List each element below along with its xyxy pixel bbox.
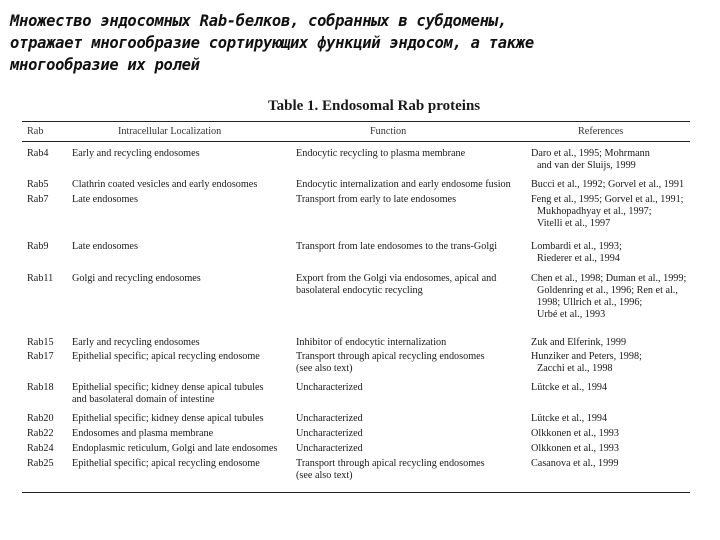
cell-line: Late endosomes <box>72 194 138 205</box>
heading-line: многообразие их ролей <box>10 56 200 74</box>
cell-line: Chen et al., 1998; Duman et al., 1999; <box>531 273 687 284</box>
column-header-rab: Rab <box>27 126 44 137</box>
cell-rab: Rab9 <box>27 241 49 252</box>
cell-line: and basolateral domain of intestine <box>72 394 215 405</box>
cell-localization <box>72 337 200 349</box>
cell-function <box>296 241 497 253</box>
cell-references <box>531 337 626 349</box>
cell-function <box>296 443 363 455</box>
cell-rab: Rab18 <box>27 382 54 393</box>
cell-line: Casanova et al., 1999 <box>531 458 619 469</box>
cell-references <box>531 428 619 440</box>
cell-line: (see also text) <box>296 470 353 481</box>
cell-function <box>296 428 363 440</box>
cell-localization <box>72 194 138 206</box>
cell-function <box>296 382 363 394</box>
cell-line: and van der Sluijs, 1999 <box>537 160 636 171</box>
cell-line: Late endosomes <box>72 241 138 252</box>
cell-function <box>296 179 511 191</box>
cell-references <box>531 443 619 455</box>
cell-line: Epithelial specific; kidney dense apical tubules <box>72 382 264 393</box>
heading-line: Множество эндосомных Rab-белков, собранных в субдомены, <box>10 12 507 30</box>
cell-line: Daro et al., 1995; Mohrmann <box>531 148 650 159</box>
cell-line: Lombardi et al., 1993; <box>531 241 622 252</box>
cell-line: Epithelial specific; apical recycling endosome <box>72 458 260 469</box>
cell-line: Uncharacterized <box>296 413 363 424</box>
cell-line: Early and recycling endosomes <box>72 337 200 348</box>
cell-line: Lütcke et al., 1994 <box>531 382 608 393</box>
cell-line: Endosomes and plasma membrane <box>72 428 214 439</box>
cell-line: Zacchi et al., 1998 <box>537 363 613 374</box>
cell-line: Vitelli et al., 1997 <box>537 218 611 229</box>
heading-line: отражает многообразие сортирующих функций эндосом, а также <box>10 34 534 52</box>
cell-line: Early and recycling endosomes <box>72 148 200 159</box>
table-bottom-rule <box>22 492 690 493</box>
cell-line: Mukhopadhyay et al., 1997; <box>537 206 652 217</box>
cell-line: Transport through apical recycling endosomes <box>296 458 485 469</box>
cell-line: Olkkonen et al., 1993 <box>531 428 619 439</box>
cell-line: Epithelial specific; kidney dense apical tubules <box>72 413 264 424</box>
cell-localization <box>72 443 277 455</box>
cell-line: Export from the Golgi via endosomes, apical and <box>296 273 497 284</box>
cell-rab: Rab25 <box>27 458 54 469</box>
table-title: Table 1. Endosomal Rab proteins <box>268 98 481 114</box>
cell-line: Uncharacterized <box>296 382 363 393</box>
cell-line: basolateral endocytic recycling <box>296 285 423 296</box>
table-header-rule <box>22 141 690 142</box>
cell-rab: Rab17 <box>27 351 54 362</box>
cell-localization <box>72 413 264 425</box>
cell-localization <box>72 458 260 470</box>
cell-references <box>531 413 607 425</box>
cell-line: Endocytic internalization and early endosome fusion <box>296 179 511 190</box>
cell-line: Hunziker and Peters, 1998; <box>531 351 642 362</box>
cell-line: Bucci et al., 1992; Gorvel et al., 1991 <box>531 179 685 190</box>
cell-line: Endocytic recycling to plasma membrane <box>296 148 466 159</box>
cell-function <box>296 194 456 206</box>
cell-localization <box>72 179 257 191</box>
cell-function <box>296 413 363 425</box>
cell-localization <box>72 351 260 363</box>
cell-rab: Rab5 <box>27 179 49 190</box>
cell-function <box>296 458 485 482</box>
cell-line: Epithelial specific; apical recycling endosome <box>72 351 260 362</box>
cell-line: Zuk and Elferink, 1999 <box>531 337 627 348</box>
cell-line: Uncharacterized <box>296 443 363 454</box>
cell-references <box>531 458 618 470</box>
cell-line: Golgi and recycling endosomes <box>72 273 201 284</box>
cell-rab: Rab20 <box>27 413 54 424</box>
cell-line: Urbé et al., 1993 <box>537 309 606 320</box>
cell-references <box>531 241 622 265</box>
cell-line: Feng et al., 1995; Gorvel et al., 1991; <box>531 194 684 205</box>
cell-line: Riederer et al., 1994 <box>537 253 620 264</box>
column-header-references: References <box>578 126 624 137</box>
cell-localization <box>72 273 201 285</box>
cell-line: Transport from late endosomes to the trans-Golgi <box>296 241 498 252</box>
cell-rab: Rab4 <box>27 148 49 159</box>
cell-line: Inhibitor of endocytic internalization <box>296 337 447 348</box>
cell-line: Goldenring et al., 1996; Ren et al., <box>537 285 678 296</box>
cell-rab: Rab24 <box>27 443 54 454</box>
table-top-rule <box>22 121 690 122</box>
cell-function <box>296 351 485 375</box>
cell-localization <box>72 428 213 440</box>
cell-rab: Rab22 <box>27 428 54 439</box>
cell-line: (see also text) <box>296 363 353 374</box>
cell-line: Uncharacterized <box>296 428 363 439</box>
cell-line: Transport through apical recycling endosomes <box>296 351 485 362</box>
cell-references <box>531 194 684 230</box>
cell-references <box>531 273 686 321</box>
cell-localization <box>72 241 138 253</box>
cell-function <box>296 337 446 349</box>
cell-line: Clathrin coated vesicles and early endosomes <box>72 179 258 190</box>
cell-references <box>531 148 650 172</box>
cell-localization <box>72 382 264 406</box>
cell-references <box>531 351 642 375</box>
cell-line: 1998; Ullrich et al., 1996; <box>537 297 643 308</box>
cell-line: Endoplasmic reticulum, Golgi and late endosomes <box>72 443 278 454</box>
cell-function <box>296 273 496 297</box>
cell-rab: Rab11 <box>27 273 54 284</box>
cell-line: Lütcke et al., 1994 <box>531 413 608 424</box>
cell-references <box>531 179 684 191</box>
cell-function <box>296 148 465 160</box>
cell-rab: Rab15 <box>27 337 54 348</box>
cell-rab: Rab7 <box>27 194 49 205</box>
cell-localization <box>72 148 200 160</box>
cell-line: Transport from early to late endosomes <box>296 194 457 205</box>
slide-heading <box>10 10 710 76</box>
column-header-function: Function <box>370 126 407 137</box>
column-header-localization: Intracellular Localization <box>118 126 222 137</box>
cell-references <box>531 382 607 394</box>
cell-line: Olkkonen et al., 1993 <box>531 443 619 454</box>
